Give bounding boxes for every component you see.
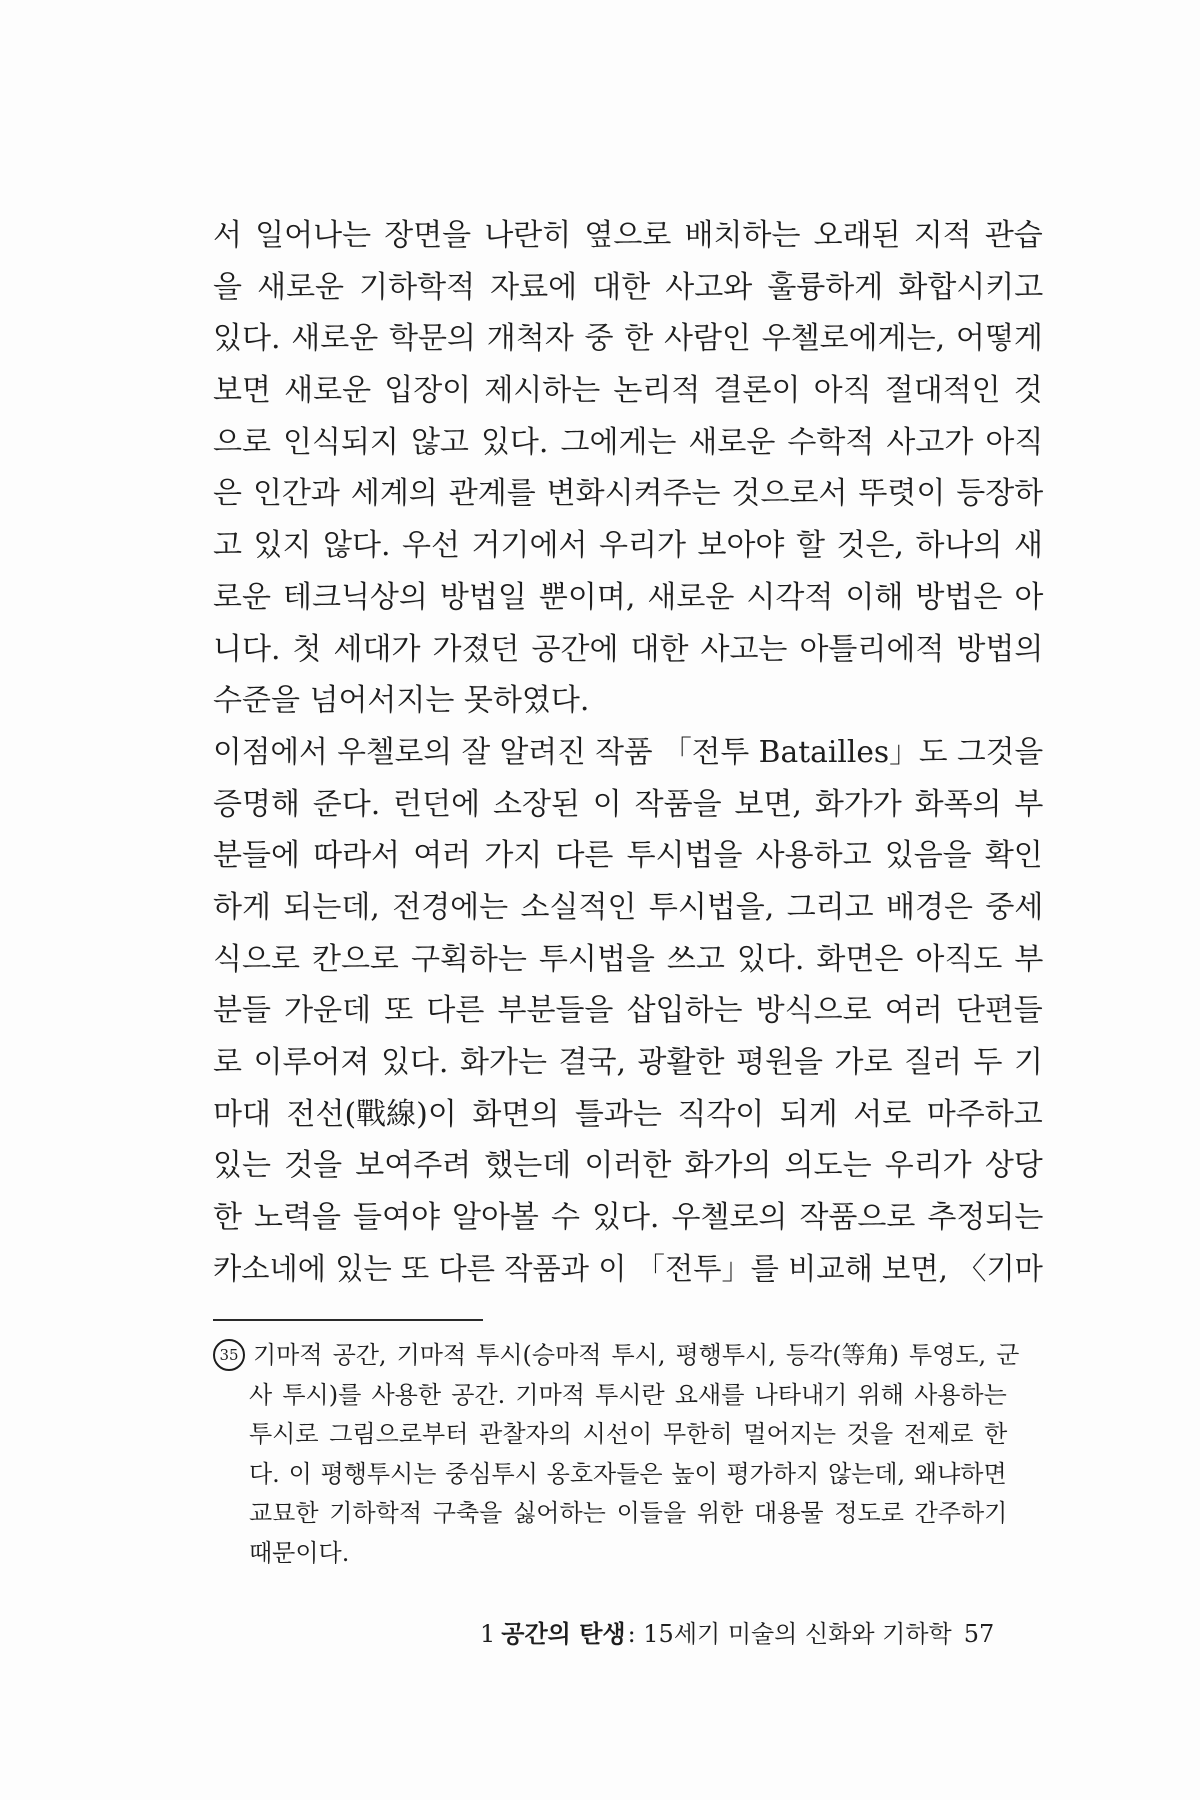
body-line: 고 있지 않다. 우선 거기에서 우리가 보아야 할 것은, 하나의 새 [213,528,1043,564]
body-line: 니다. 첫 세대가 가졌던 공간에 대한 사고는 아틀리에적 방법의 [213,631,1044,667]
body-line: 서 일어나는 장면을 나란히 옆으로 배치하는 오래된 지적 관습 [213,218,1043,253]
body-line: 은 인간과 세계의 관계를 변화시켜주는 것으로서 뚜렷이 등장하 [213,476,1044,512]
chapter-subtitle: : 15세기 미술의 신화와 기하학 [627,1620,952,1648]
footnote-text: 기마적 공간, 기마적 투시(승마적 투시, 평행투시, 등각(等角) 투영도, 군 [253,1341,1020,1369]
body-line: 증명해 준다. 런던에 소장된 이 작품을 보면, 화가가 화폭의 부 [213,786,1044,822]
body-line: 로운 테크닉상의 방법일 뿐이며, 새로운 시각적 이해 방법은 아 [213,579,1044,615]
footnote-line: 다. 이 평행투시는 중심투시 옹호자들은 높이 평가하지 않는데, 왜냐하면 [249,1459,1007,1488]
body-line: 있는 것을 보여주려 했는데 이러한 화가의 의도는 우리가 상당 [213,1148,1043,1184]
body-line: 수준을 넘어서지는 못하였다. [213,683,590,719]
footnote-divider [213,1319,483,1321]
body-line: 분들 가운데 또 다른 부분들을 삽입하는 방식으로 여러 단편들 [213,993,1043,1029]
chapter-number: 1 [480,1620,496,1648]
body-text [213,210,1043,1295]
body-line: 을 새로운 기하학적 자료에 대한 사고와 훌륭하게 화합시키고 [213,269,1044,305]
chapter-title: 공간의 탄생 [501,1619,626,1648]
body-line: 카소네에 있는 또 다른 작품과 이 「전투」를 비교해 보면, 〈기마 [213,1251,1043,1287]
footnote-marker: 35 [213,1339,245,1371]
footnote-line: 때문이다. [249,1538,350,1567]
body-line: 하게 되는데, 전경에는 소실적인 투시법을, 그리고 배경은 중세 [213,889,1044,925]
body-line: 마대 전선(戰線)이 화면의 틀과는 직각이 되게 서로 마주하고 [213,1096,1043,1132]
footnote-line [213,1336,1043,1376]
body-line: 분들에 따라서 여러 가지 다른 투시법을 사용하고 있음을 확인 [213,838,1043,874]
page-number: 57 [963,1620,995,1648]
footnote [213,1336,1043,1573]
body-line: 있다. 새로운 학문의 개척자 중 한 사람인 우첼로에게는, 어떻게 [213,321,1043,357]
running-footer [480,1614,1042,1649]
footnote-line: 투시로 그림으로부터 관찰자의 시선이 무한히 멀어지는 것을 전제로 한 [249,1420,1008,1448]
body-line: 식으로 칸으로 구획하는 투시법을 쓰고 있다. 화면은 아직도 부 [213,941,1044,977]
body-line: 이점에서 우첼로의 잘 알려진 작품 「전투 Batailles」도 그것을 [213,734,1044,770]
footnote-line: 교묘한 기하학적 구축을 싫어하는 이들을 위한 대용물 정도로 간주하기 [249,1499,1008,1527]
body-line: 보면 새로운 입장이 제시하는 논리적 결론이 아직 절대적인 것 [213,373,1043,409]
body-line: 으로 인식되지 않고 있다. 그에게는 새로운 수학적 사고가 아직 [213,424,1044,460]
footnote-line: 사 투시)를 사용한 공간. 기마적 투시란 요새를 나타내기 위해 사용하는 [249,1380,1007,1409]
body-line: 로 이루어져 있다. 화가는 결국, 광활한 평원을 가로 질러 두 기 [213,1045,1043,1080]
body-line: 한 노력을 들여야 알아볼 수 있다. 우첼로의 작품으로 추정되는 [213,1200,1044,1236]
